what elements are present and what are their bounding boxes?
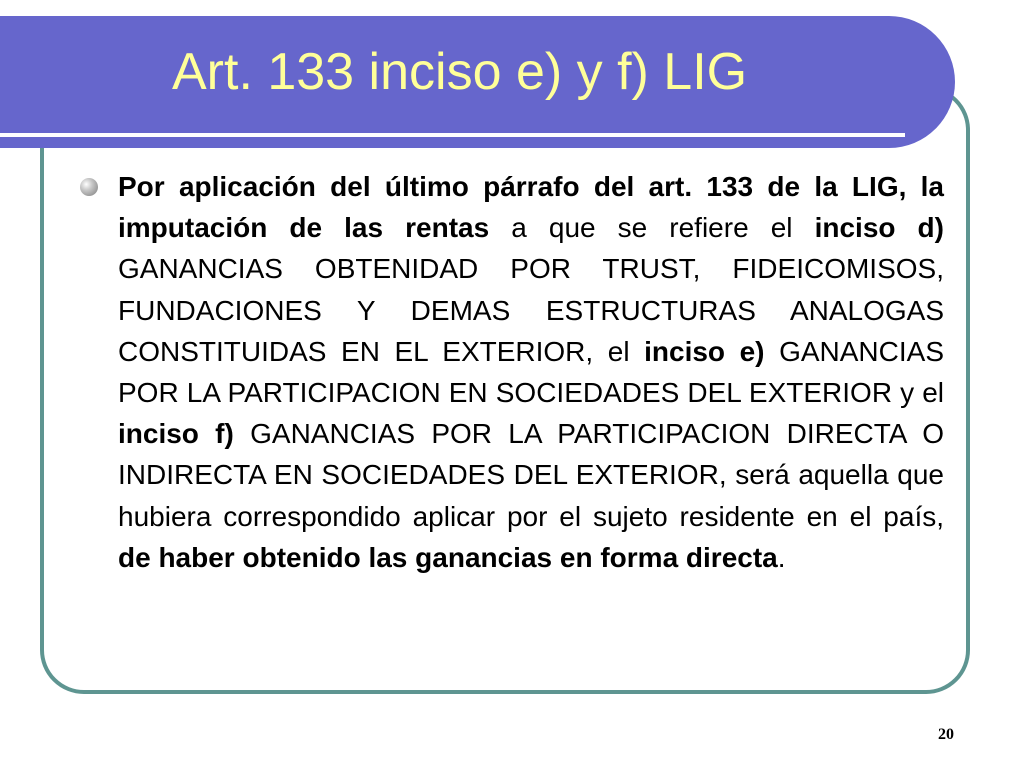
text-bold-intro: Por aplicación del último párrafo del art. 133 de la LIG, la imputación de las rentas: [118, 171, 944, 244]
text-bold-inciso-e: inciso e): [644, 335, 765, 367]
title-divider: [0, 133, 905, 137]
page-number: 20: [938, 726, 954, 743]
text-segment: GANANCIAS OBTENIDAD POR TRUST, FIDEICOMISOS, FUNDACIONES Y DEMAS ESTRUCTURAS ANALOGAS CONSTITUIDAS EN EL EXTERIOR, el: [118, 253, 944, 367]
text-bold-conclusion: de haber obtenido las ganancias en forma directa: [118, 541, 778, 573]
text-segment: .: [777, 541, 786, 573]
bullet-text: [118, 166, 944, 578]
bullet-icon: [80, 178, 98, 196]
text-bold-inciso-d: inciso d): [814, 212, 944, 244]
text-segment: a que se refiere el: [489, 212, 815, 244]
slide-title: Art. 133 inciso e) y f) LIG: [172, 43, 748, 101]
text-segment: GANANCIAS POR LA PARTICIPACION EN SOCIEDADES DEL EXTERIOR y el: [118, 335, 945, 409]
text-segment: GANANCIAS POR LA PARTICIPACION DIRECTA O INDIRECTA EN SOCIEDADES DEL EXTERIOR, será aquella que hubiera correspondido aplicar por el sujeto residente en el país,: [118, 418, 944, 532]
text-bold-inciso-f: inciso f): [118, 418, 234, 450]
